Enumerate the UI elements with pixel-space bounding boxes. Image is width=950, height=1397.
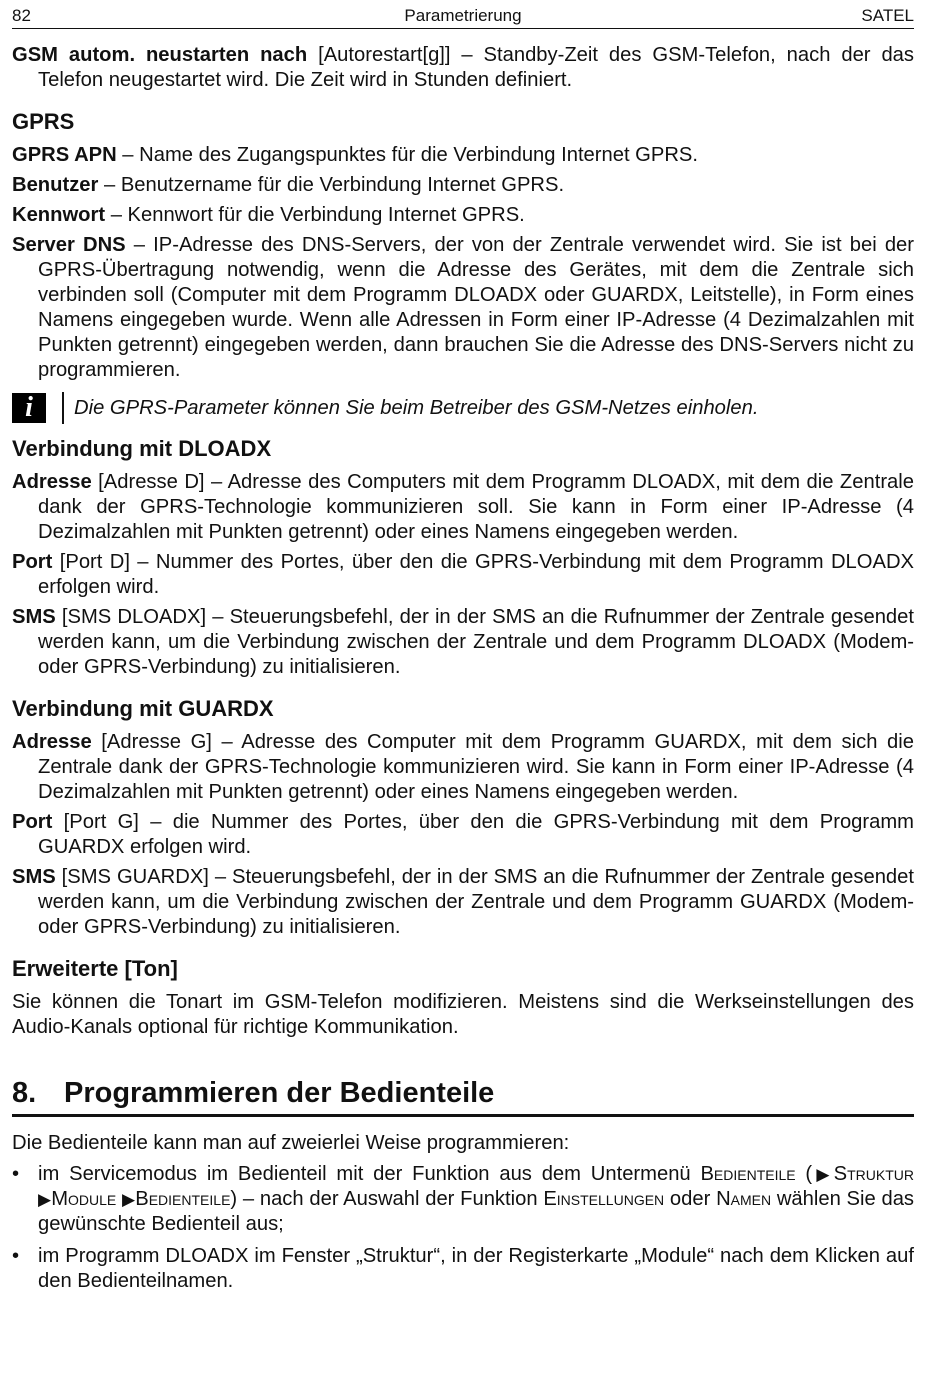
triangle-right-icon: ▶ <box>38 1190 52 1209</box>
dloadx-sms-entry <box>12 605 914 680</box>
entry-text: – IP-Adresse des DNS-Servers, der von der Zentrale verwendet wird. Sie ist bei der GPRS-Übertragung notwendig, wenn die Adresse des Gerätes, mit dem die Zentrale sich verbinden soll (Computer mit dem Programm DLOADX oder GUARDX, Leitstelle), in Form eines Namens eingegeben wurde. Wenn alle Adressen in Form einer IP-Adresse (4 Dezimalzahlen mit Punkten getrennt) eingegeben werden, dann brauchen Sie die Adresse des DNS-Servers nicht zu programmieren. <box>38 234 914 381</box>
entry-text: – Benutzername für die Verbindung Internet GPRS. <box>98 174 565 196</box>
section-heading-guardx: Verbindung mit GUARDX <box>12 696 274 721</box>
entry-term: Kennwort <box>12 204 106 226</box>
chapter-intro: Die Bedienteile kann man auf zweierlei Weise programmieren: <box>12 1132 570 1154</box>
chapter-number: 8. <box>12 1077 37 1109</box>
function-name-einstellungen: Einstellungen <box>543 1188 665 1210</box>
document-page <box>12 0 914 1301</box>
entry-text: [Port D] – Nummer des Portes, über den die GPRS-Verbindung mit dem Programm DLOADX erfolgen wird. <box>38 551 914 598</box>
gsm-restart-entry <box>12 43 914 93</box>
gprs-dns-entry <box>12 233 914 383</box>
entry-term: Port <box>12 551 53 573</box>
page-number: 82 <box>12 6 31 25</box>
entry-text: [Adresse G] – Adresse des Computer mit dem Programm GUARDX, mit dem sich die Zentrale dank der GPRS-Technologie kommunizieren wird. Sie kann in Form einer IP-Adresse (4 Dezimalzahlen mit Punkten getrennt) oder eines Namens eingegeben werden. <box>38 731 914 803</box>
entry-term: SMS <box>12 606 56 628</box>
guardx-address-entry <box>12 730 914 805</box>
entry-text: [SMS GUARDX] – Steuerungsbefehl, der in der SMS an die Rufnummer der Zentrale gesendet werden kann, um die Verbindung zwischen der Zentrale und dem Programm GUARDX (Modem- oder GPRS-Verbindung) zu initialisieren. <box>38 866 914 938</box>
gprs-apn-entry <box>12 143 914 168</box>
bullet-icon: • <box>12 1163 20 1185</box>
section-heading-dloadx: Verbindung mit DLOADX <box>12 436 272 461</box>
triangle-right-icon: ▶ <box>812 1165 834 1184</box>
bullet-text: oder <box>664 1188 717 1210</box>
list-item <box>12 1162 914 1237</box>
function-name-namen: Namen <box>716 1188 772 1210</box>
gprs-password-entry <box>12 203 914 228</box>
bullet-text: im Programm DLOADX im Fenster „Struktur“, in der Registerkarte „Module“ nach dem Klicken auf den Bedienteilnamen. <box>38 1245 914 1292</box>
dloadx-port-entry <box>12 550 914 600</box>
entry-term: Benutzer <box>12 174 99 196</box>
entry-term: Port <box>12 811 53 833</box>
info-icon: i <box>12 393 46 423</box>
dloadx-address-entry <box>12 470 914 545</box>
triangle-right-icon: ▶ <box>122 1190 136 1209</box>
menu-name-struktur: Struktur <box>833 1163 914 1185</box>
section-heading-erweiterte: Erweiterte [Ton] <box>12 956 178 981</box>
note-text: Die GPRS-Parameter können Sie beim Betreiber des GSM-Netzes einholen. <box>74 396 759 419</box>
bullet-text: im Servicemodus im Bedienteil mit der Funktion aus dem Untermenü <box>38 1163 701 1185</box>
menu-name-bedienteile: Bedienteile <box>700 1163 796 1185</box>
entry-text: [Autorestart[g]] – Standby-Zeit des GSM-Telefon, nach der das Telefon neugestartet wird. Die Zeit wird in Stunden definiert. <box>38 44 914 91</box>
guardx-sms-entry <box>12 865 914 940</box>
menu-name-module: Module <box>51 1188 117 1210</box>
entry-text: [SMS DLOADX] – Steuerungsbefehl, der in der SMS an die Rufnummer der Zentrale gesendet werden kann, um die Verbindung zwischen der Zentrale und dem Programm DLOADX (Modem- oder GPRS-Verbindung) zu initialisieren. <box>38 606 914 678</box>
entry-term: SMS <box>12 866 56 888</box>
programming-methods-list <box>12 1162 914 1294</box>
info-note <box>12 392 914 424</box>
entry-text: – Kennwort für die Verbindung Internet GPRS. <box>105 204 525 226</box>
entry-text: [Port G] – die Nummer des Portes, über den die GPRS-Verbindung mit dem Programm GUARDX erfolgen wird. <box>38 811 914 858</box>
brand-name: SATEL <box>861 6 914 25</box>
bullet-text: wählen Sie das gewünschte Bedienteil aus; <box>38 1188 915 1235</box>
entry-term: Adresse <box>12 731 92 753</box>
erweiterte-paragraph: Sie können die Tonart im GSM-Telefon modifizieren. Meistens sind die Werkseinstellungen des Audio-Kanals optional für richtige Kommunikation. <box>12 991 914 1038</box>
menu-name-bedienteile: Bedienteile <box>135 1188 231 1210</box>
entry-term: Server DNS <box>12 234 126 256</box>
entry-term: Adresse <box>12 471 92 493</box>
entry-text: [Adresse D] – Adresse des Computers mit dem Programm DLOADX, mit dem die Zentrale dank der GPRS-Technologie kommunizieren soll. Sie kann in Form einer IP-Adresse (4 Dezimalzahlen mit Punkten getrennt) oder eines Namens eingegeben werden. <box>38 471 914 543</box>
bullet-icon: • <box>12 1245 20 1267</box>
section-heading-gprs: GPRS <box>12 109 75 134</box>
page-header <box>12 0 914 29</box>
running-section-title: Parametrierung <box>404 6 522 25</box>
gprs-user-entry <box>12 173 914 198</box>
chapter-title: Programmieren der Bedienteile <box>64 1077 495 1109</box>
entry-text: – Name des Zugangspunktes für die Verbindung Internet GPRS. <box>116 144 698 166</box>
chapter-heading <box>12 1076 914 1117</box>
note-divider <box>62 392 64 424</box>
list-item <box>12 1244 914 1294</box>
entry-term: GPRS APN <box>12 144 117 166</box>
bullet-text: ( <box>795 1163 813 1185</box>
bullet-text: ) – nach der Auswahl der Funktion <box>230 1188 544 1210</box>
entry-term: GSM autom. neustarten nach <box>12 44 308 66</box>
page-content <box>12 43 914 1294</box>
guardx-port-entry <box>12 810 914 860</box>
